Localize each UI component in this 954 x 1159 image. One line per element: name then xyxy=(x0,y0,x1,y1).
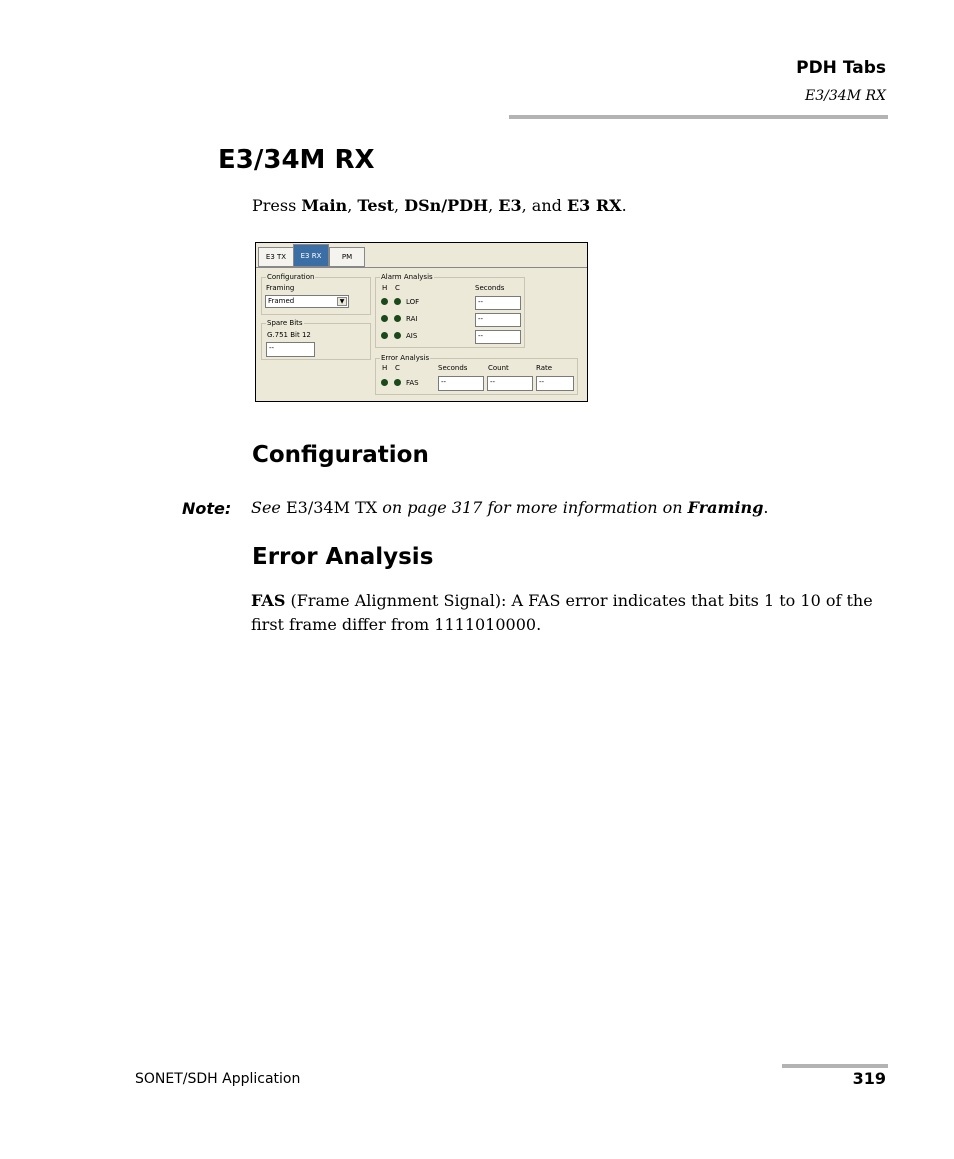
note-middle: on page 317 for more information on xyxy=(377,498,688,517)
intro-main: Main xyxy=(301,196,348,215)
alarm-h-header: H xyxy=(382,284,388,292)
header-rule xyxy=(509,115,888,119)
intro-e3rx: E3 RX xyxy=(566,196,622,215)
tab-strip-line xyxy=(256,267,587,268)
ais-history-led xyxy=(381,332,388,339)
note-label: Note: xyxy=(182,499,232,518)
note-end: . xyxy=(763,498,769,517)
tab-e3-tx[interactable] xyxy=(258,247,294,267)
header-subsection-title: E3/34M RX xyxy=(805,88,886,104)
alarm-c-header: C xyxy=(395,284,400,292)
configuration-heading: Configuration xyxy=(252,442,429,468)
g751-bit12-field[interactable]: -- xyxy=(266,342,315,357)
intro-instruction xyxy=(252,196,627,215)
configuration-group-title: Configuration xyxy=(267,273,315,281)
error-c-header: C xyxy=(395,364,400,372)
header-section-title: PDH Tabs xyxy=(796,58,886,78)
framing-value: Framed xyxy=(268,297,295,305)
note-text xyxy=(251,498,768,517)
tab-label: PM xyxy=(341,253,353,261)
framing-label: Framing xyxy=(266,284,295,292)
framing-select[interactable] xyxy=(265,295,349,308)
note-see: See xyxy=(251,498,286,517)
lof-seconds-field[interactable]: -- xyxy=(475,296,521,310)
intro-e3: E3 xyxy=(498,196,522,215)
fas-term: FAS xyxy=(251,591,286,610)
error-seconds-header: Seconds xyxy=(438,364,468,372)
lof-current-led xyxy=(394,298,401,305)
page-title: E3/34M RX xyxy=(218,145,375,175)
rai-seconds-field[interactable]: -- xyxy=(475,313,521,327)
intro-test: Test xyxy=(357,196,395,215)
spare-bits-group-title: Spare Bits xyxy=(267,319,303,327)
tab-e3-rx[interactable] xyxy=(293,244,329,267)
note-ref-link[interactable]: E3/34M TX xyxy=(285,498,378,517)
lof-label: LOF xyxy=(406,298,420,306)
chevron-down-icon[interactable]: ▼ xyxy=(337,297,347,306)
fas-rate-field[interactable]: -- xyxy=(536,376,574,391)
intro-sep: , and xyxy=(521,196,567,215)
error-h-header: H xyxy=(382,364,388,372)
e3-rx-screenshot xyxy=(255,242,588,402)
alarm-seconds-header: Seconds xyxy=(475,284,505,292)
footer-page-number: 319 xyxy=(852,1069,886,1088)
tab-pm[interactable] xyxy=(329,247,365,267)
fas-count-field[interactable]: -- xyxy=(487,376,533,391)
fas-current-led xyxy=(394,379,401,386)
intro-sep: , xyxy=(488,196,499,215)
rai-history-led xyxy=(381,315,388,322)
note-term: Framing xyxy=(687,498,764,517)
intro-dsn: DSn/PDH xyxy=(404,196,489,215)
tab-label: E3 RX xyxy=(300,251,322,260)
tab-label: E3 TX xyxy=(265,253,287,261)
ais-seconds-field[interactable]: -- xyxy=(475,330,521,344)
fas-paragraph xyxy=(251,589,891,637)
rai-current-led xyxy=(394,315,401,322)
ais-current-led xyxy=(394,332,401,339)
footer-document-title: SONET/SDH Application xyxy=(135,1071,301,1087)
intro-sep: , xyxy=(347,196,358,215)
intro-end: . xyxy=(621,196,627,215)
g751-bit12-label: G.751 Bit 12 xyxy=(267,331,311,339)
ais-label: AIS xyxy=(406,332,418,340)
error-analysis-group-title: Error Analysis xyxy=(381,354,430,362)
intro-sep: , xyxy=(394,196,405,215)
fas-history-led xyxy=(381,379,388,386)
rai-label: RAI xyxy=(406,315,418,323)
fas-description: (Frame Alignment Signal): A FAS error indicates that bits 1 to 10 of the first frame differ from 1111010000. xyxy=(251,591,873,634)
error-count-header: Count xyxy=(488,364,509,372)
intro-prefix: Press xyxy=(252,196,302,215)
error-analysis-heading: Error Analysis xyxy=(252,544,434,570)
alarm-analysis-group-title: Alarm Analysis xyxy=(381,273,433,281)
lof-history-led xyxy=(381,298,388,305)
footer-rule xyxy=(782,1064,888,1068)
error-rate-header: Rate xyxy=(536,364,553,372)
fas-seconds-field[interactable]: -- xyxy=(438,376,484,391)
fas-label: FAS xyxy=(406,379,419,387)
